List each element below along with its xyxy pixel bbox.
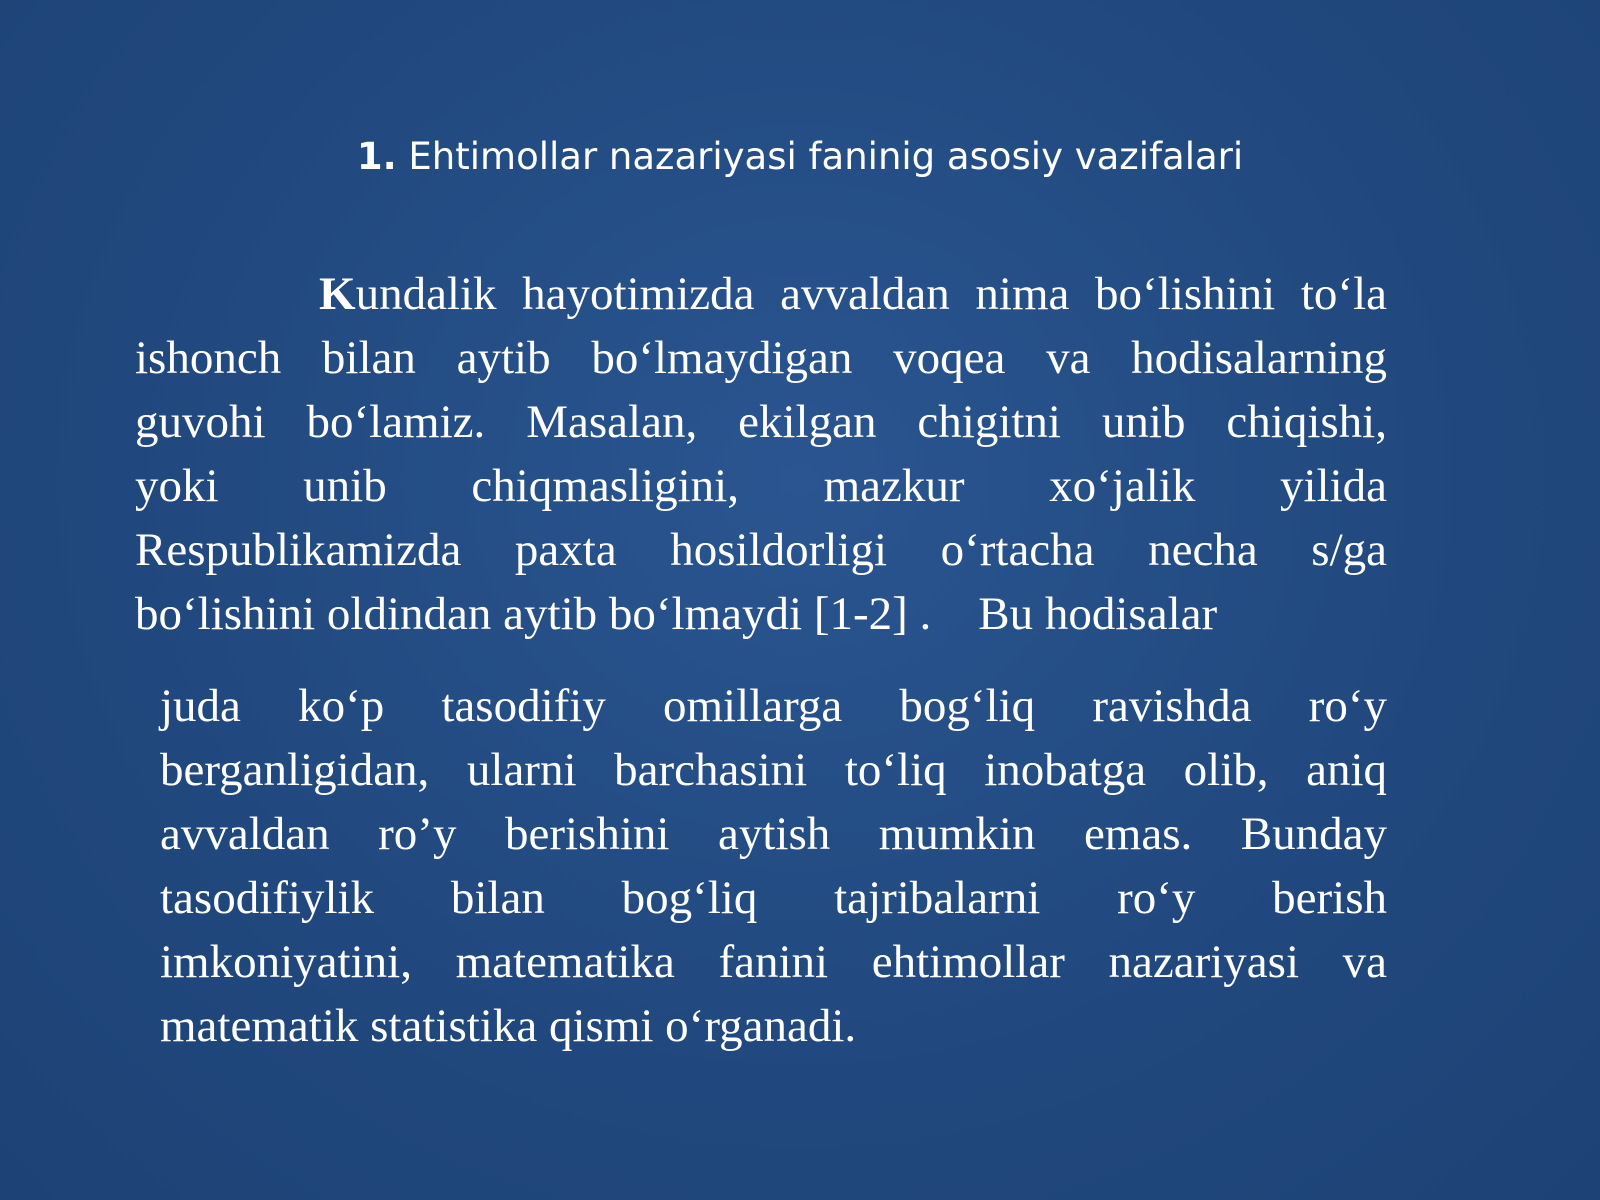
paragraph-1-line-4: yoki unib chiqmasligini, mazkur xo‘jalik yilida <box>135 460 1387 512</box>
paragraph-1-line-1 <box>135 262 1387 326</box>
paragraph-1 <box>135 262 1387 646</box>
paragraph-2-line-4: tasodifiylik bilan bog‘liq tajribalarni ro‘y berish <box>160 872 1387 924</box>
title-number: 1. <box>356 135 397 178</box>
paragraph-1-line-3: guvohi bo‘lamiz. Masalan, ekilgan chigitni unib chiqishi, <box>135 396 1387 448</box>
paragraph-2-line-1: juda ko‘p tasodifiy omillarga bog‘liq ravishda ro‘y <box>160 680 1387 732</box>
paragraph-2-line-3: avvaldan ro’y berishini aytish mumkin emas. Bunday <box>160 808 1387 860</box>
paragraph-2-line-6: matematik statistika qismi o‘rganadi. <box>160 1000 857 1052</box>
drop-initial: K <box>319 268 356 320</box>
paragraph-1-line-6: bo‘lishini oldindan aytib bo‘lmaydi [1-2] . Bu hodisalar <box>135 588 1218 640</box>
paragraph-2 <box>160 674 1387 1058</box>
paragraph-1-line-5: Respublikamizda paxta hosildorligi o‘rtacha necha s/ga <box>135 524 1387 576</box>
paragraph-1-line-2: ishonch bilan aytib bo‘lmaydigan voqea va hodisalarning <box>135 332 1387 384</box>
paragraph-2-line-2: berganligidan, ularni barchasini to‘liq inobatga olib, aniq <box>160 744 1387 796</box>
paragraph-1-line-1-text: undalik hayotimizda avvaldan nima bo‘lishini to‘la <box>355 268 1387 320</box>
title-text: Ehtimollar nazariyasi faninig asosiy vazifalari <box>396 135 1244 178</box>
paragraph-2-line-5: imkoniyatini, matematika fanini ehtimollar nazariyasi va <box>160 936 1387 988</box>
slide-title <box>0 133 1600 181</box>
